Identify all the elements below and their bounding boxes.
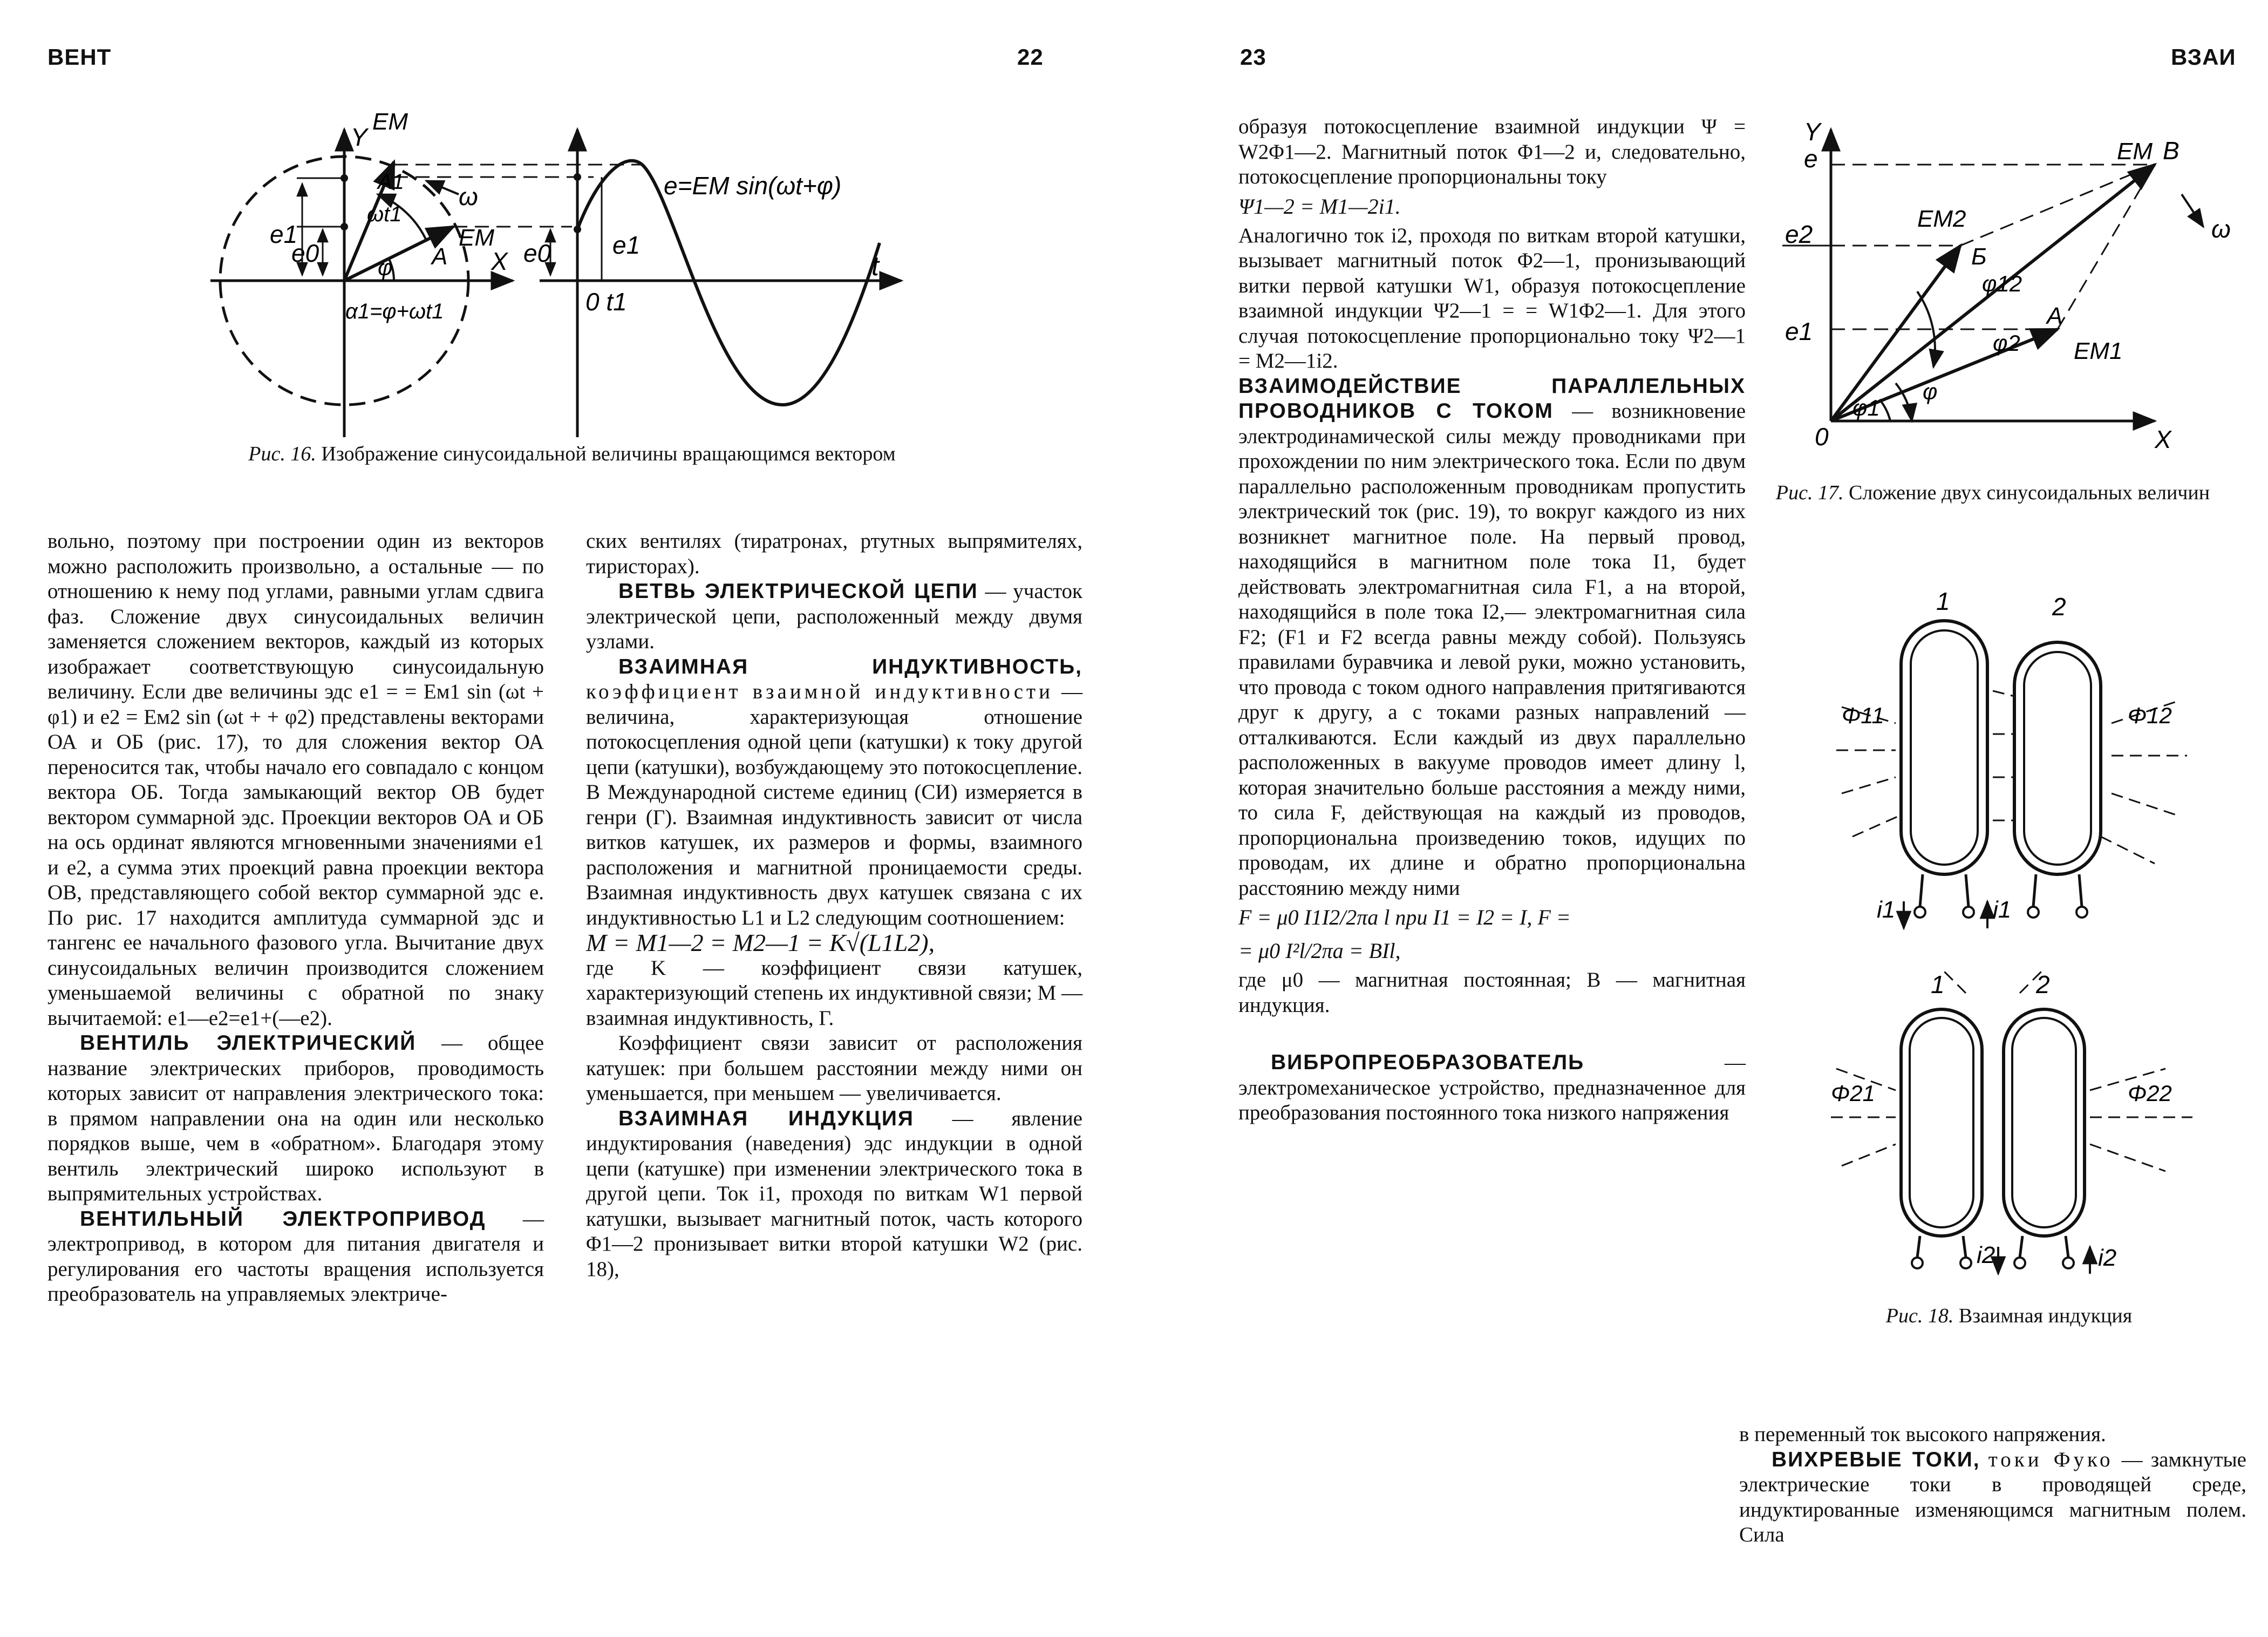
right-col2-p2: — замкнутые электрические токи в проводящей среде, индуктированные изменяющимся магнитным полем. Сила <box>1739 1448 2246 1546</box>
term-ventilnyy-elektroprivod: ВЕНТИЛЬНЫЙ ЭЛЕКТРОПРИВОД <box>80 1207 486 1231</box>
fig17-label-e: e <box>1804 145 1818 173</box>
right-col2-p1: в переменный ток высокого напряжения. <box>1739 1423 2106 1446</box>
fig16-label-em-top: EM <box>372 108 408 135</box>
figure-18-caption-text: Взаимная индукция <box>1958 1305 2133 1327</box>
figure-17-caption <box>1739 480 2246 505</box>
fig17-label-em: EM <box>2117 138 2153 165</box>
right-col1-p1: образуя потокосцепление взаимной индукции Ψ = W2Φ1—2. Магнитный поток Φ1—2 и, следовательно, потокосцепление пропорциональны току <box>1238 115 1746 188</box>
fig16-label-t: t <box>871 251 879 281</box>
fig18-label-phi12: Φ12 <box>2128 703 2172 728</box>
fig16-label-e1-right: e1 <box>612 231 641 259</box>
figure-16 <box>200 108 901 453</box>
right-col1-p4: где μ0 — магнитная постоянная; B — магнитная индукция. <box>1238 968 1746 1017</box>
figure-16-caption <box>183 441 961 466</box>
left-col2-p4: где K — коэффициент связи катушек, характеризующий степень их индуктивной связи; M — взаимная индуктивность, Г. <box>586 956 1082 1030</box>
running-head-right: ВЗАИ <box>2171 44 2236 70</box>
left-page <box>0 0 1133 1637</box>
figure-18 <box>1820 583 2209 1285</box>
fig18-label-bot-2: 2 <box>2036 970 2050 998</box>
figure-17-caption-label: Рис. 17. <box>1775 481 1844 504</box>
left-col1-p1: вольно, поэтому при построении один из векторов можно расположить произвольно, а остальные — по отношению к нему под углами, равными углам сдвига фаз. Сложение двух синусоидальных величин заменяется сложением векторов, каждый из которых изображает соответствующую синусоидальную величину. Если две величины эдс e1 = = Eм1 sin (ωt + φ1) и e2 = Eм2 sin (ωt + + φ2) представлены векторами ОА и ОБ (рис. 17), то для сложения вектор ОА переносится так, чтобы начало его совпадало с концом вектора ОБ. Тогда замыкающий вектор ОВ будет вектором суммарной эдс. Проекции векторов ОА и ОБ на ось ординат являются мгновенными значениями e1 и e2, а сумма этих проекций равна проекции вектора ОВ, представляющего собой вектор суммарной эдс e. По рис. 17 находится амплитуда суммарной эдс и тангенс ее начального фазового угла. Вычитание двух синусоидальных величин производится сложением уменьшаемой величины с обратной по знаку вычитаемой: e1—e2=e1+(—e2). <box>47 529 544 1030</box>
fig18-label-top-2: 2 <box>2052 593 2066 621</box>
figure-17 <box>1755 113 2230 459</box>
fig17-label-omega: ω <box>2211 215 2231 243</box>
fig17-label-em1: EM1 <box>2074 338 2123 364</box>
term-vibropreobrazovatel: ВИБРОПРЕОБРАЗОВАТЕЛЬ <box>1271 1051 1585 1074</box>
formula-psi12: Ψ1—2 = M1—2i1. <box>1238 194 1401 219</box>
fig16-label-e1: e1 <box>270 220 298 248</box>
fig17-label-b-big: B <box>2163 137 2180 165</box>
fig18-label-phi22: Φ22 <box>2128 1081 2172 1106</box>
formula-force-a: F = μ0 I1I2/2πa l при I1 = I2 = I, F = <box>1238 905 1571 929</box>
term-vzaimnaya-induktivnost-synonym: коэффициент взаимной индуктивности <box>586 680 1053 703</box>
fig17-omega-arrow <box>2182 194 2203 227</box>
page-number-left: 22 <box>1017 44 1044 70</box>
figure-18-caption <box>1782 1303 2236 1328</box>
fig17-label-phi12: φ12 <box>1982 271 2022 296</box>
right-page <box>1135 0 2268 1637</box>
fig17-label-x: X <box>2155 425 2171 453</box>
fig18-label-i2-b: i2 <box>2098 1245 2117 1271</box>
right-col1-p2: Аналогично ток i2, проходя по виткам второй катушки, вызывает магнитный поток Φ2—1, пронизывающий витки первой катушки W1, образуя потокосцепление взаимной индукции Ψ2—1 = = W1Φ2—1. Для этого случая потокосцепление пропорционально току Ψ2—1 = M2—1i2. <box>1238 223 1746 372</box>
fig18-label-i2-a: i2 <box>1977 1242 1995 1268</box>
term-vzaimnaya-induktivnost: ВЗАИМНАЯ ИНДУКТИВНОСТЬ, <box>618 655 1082 678</box>
figure-18-caption-label: Рис. 18. <box>1885 1305 1954 1327</box>
fig16-label-em-mid: EM <box>459 225 494 251</box>
running-head-left: ВЕНТ <box>47 44 112 70</box>
fig18-label-phi21: Φ21 <box>1831 1081 1875 1106</box>
fig16-label-y: Y <box>351 123 367 151</box>
fig17-label-e2: e2 <box>1785 220 1813 248</box>
fig16-label-origin: 0 t1 <box>585 288 627 316</box>
fig18-label-phi11: Φ11 <box>1842 703 1884 728</box>
fig18-label-top-1: 1 <box>1936 587 1950 615</box>
left-col1-p2: — общее название электрических приборов, проводимость которых зависит от направления электрического тока: в прямом направлении она на один или несколько порядков выше, чем в «обратном». Благодаря этому вентиль электрический широко используют в выпрямительных устройствах. <box>47 1031 544 1205</box>
term-vikhrevye-toki: ВИХРЕВЫЕ ТОКИ, <box>1772 1448 1980 1471</box>
left-col2-p6: — явление индуктирования (наведения) эдс индукции в одной цепи (катушке) при изменении электрического тока в другой цепи. Ток i1, проходя по виткам W1 первой катушки, вызывает магнитный поток, часть которого Φ1—2 пронизывает витки второй катушки W2 (рис. 18), <box>586 1106 1082 1281</box>
right-col1-p5: — электромеханическое устройство, предназначенное для преобразования постоянного тока низкого напряжения <box>1238 1051 1746 1124</box>
fig16-label-wt1: ωt1 <box>367 202 402 226</box>
fig16-label-phi: φ <box>378 255 393 280</box>
left-col1 <box>47 529 544 1307</box>
left-col2-p2: — участок электрической цепи, расположенный между двумя узлами. <box>586 580 1082 653</box>
fig17-label-b-small: Б <box>1971 243 1987 270</box>
right-col1 <box>1238 114 1746 1126</box>
page-number-right: 23 <box>1240 44 1266 70</box>
fig18-bottom-coils <box>1831 970 2192 1274</box>
fig16-label-equation: e=EM sin(ωt+φ) <box>664 172 842 200</box>
fig17-label-phi1: φ1 <box>1852 395 1880 420</box>
formula-force-b: = μ0 I²l/2πa = BIl, <box>1238 939 1401 963</box>
right-col2 <box>1739 1422 2246 1548</box>
fig16-label-e0: e0 <box>291 239 319 267</box>
term-vzaimnaya-indukciya: ВЗАИМНАЯ ИНДУКЦИЯ <box>618 1106 914 1130</box>
fig17-label-origin: 0 <box>1815 423 1829 451</box>
fig18-top-coils <box>1836 587 2187 928</box>
fig16-label-a-angle: A1 <box>378 170 404 194</box>
fig17-label-y: Y <box>1804 118 1821 146</box>
formula-mutual-inductance: M = M1—2 = M2—1 = K√(L1L2), <box>586 929 935 956</box>
left-col2-p3: — величина, характеризующая отношение потокосцепления одной цепи (катушки) к току другой цепи (катушки), возбуждающему это потокосцепление. В Международной системе единиц (СИ) измеряется в генри (Г). Взаимная индуктивность зависит от числа витков катушек, их размеров и формы, взаимного расположения и магнитной проницаемости среды. Взаимная индуктивность двух катушек связана с их индуктивностью L1 и L2 следующим соотношением: <box>586 680 1082 929</box>
left-col2-p5: Коэффициент связи зависит от расположения катушек: при большем расстоянии между ними он уменьшается, при меньшем — увеличивается. <box>586 1031 1082 1105</box>
figure-16-caption-label: Рис. 16. <box>248 443 316 465</box>
term-vikhrevye-toki-synonym: токи Фуко <box>1988 1448 2114 1471</box>
fig16-label-x: X <box>491 247 508 275</box>
fig17-label-a: A <box>2047 303 2063 329</box>
fig18-label-i1-b: i1 <box>1993 896 2012 923</box>
fig17-label-e1: e1 <box>1785 317 1813 345</box>
right-col1-p3: — возникновение электродинамической силы между проводниками при прохождении по ним электрического тока. Если по двум параллельно расположенным проводникам пропустить электрический ток (рис. 19), то вокруг каждого из них возникнет магнитное поле. На первый провод, находящийся в магнитном поле тока I1, будет действовать электромагнитная сила F1, а на второй, находящийся в поле тока I2,— электромагнитная сила F2; (F1 и F2 всегда равны между собой). Пользуясь правилами буравчика и левой руки, можно установить, что провода с током одного направления притягиваются друг к другу, а с токами разных направлений — отталкиваются. Если каждый из двух параллельно расположенных в вакууме проводов имеет длину l, которая значительно больше расстояния a между ними, то сила F, действующая на каждый из проводов, пропорциональна произведению токов, идущих по проводам, их длине и обратно пропорциональна расстоянию между ними <box>1238 399 1746 900</box>
fig17-label-em2: EM2 <box>1917 206 1966 232</box>
fig16-label-e0-right: e0 <box>523 239 551 267</box>
left-col1-p3: — электропривод, в котором для питания двигателя и регулирования его частоты вращения используется преобразователь на управляемых электриче- <box>47 1207 544 1306</box>
fig17-label-phi: φ <box>1923 379 1938 404</box>
fig16-label-omega: ω <box>459 182 478 210</box>
fig18-label-bot-1: 1 <box>1931 970 1945 998</box>
term-ventil-elektricheskiy: ВЕНТИЛЬ ЭЛЕКТРИЧЕСКИЙ <box>80 1031 417 1055</box>
fig16-label-alpha: α1=φ+ωt1 <box>345 300 444 323</box>
fig17-label-phi2: φ2 <box>1993 330 2020 356</box>
term-vetv-cepi: ВЕТВЬ ЭЛЕКТРИЧЕСКОЙ ЦЕПИ <box>618 580 978 603</box>
term-vzaimodeystvie-provodnikov: ВЗАИМОДЕЙСТВИЕ ПАРАЛЛЕЛЬНЫХ ПРОВОДНИКОВ С ТОКОМ <box>1238 374 1746 423</box>
left-col2 <box>586 529 1082 1282</box>
figure-17-caption-text: Сложение двух синусоидальных величин <box>1848 481 2210 504</box>
fig16-label-a: A <box>432 243 448 270</box>
fig18-label-i1-a: i1 <box>1877 896 1896 923</box>
left-col2-p1: ских вентилях (тиратронах, ртутных выпрямителях, тиристорах). <box>586 529 1082 578</box>
figure-16-caption-text: Изображение синусоидальной величины вращающимся вектором <box>321 443 896 465</box>
